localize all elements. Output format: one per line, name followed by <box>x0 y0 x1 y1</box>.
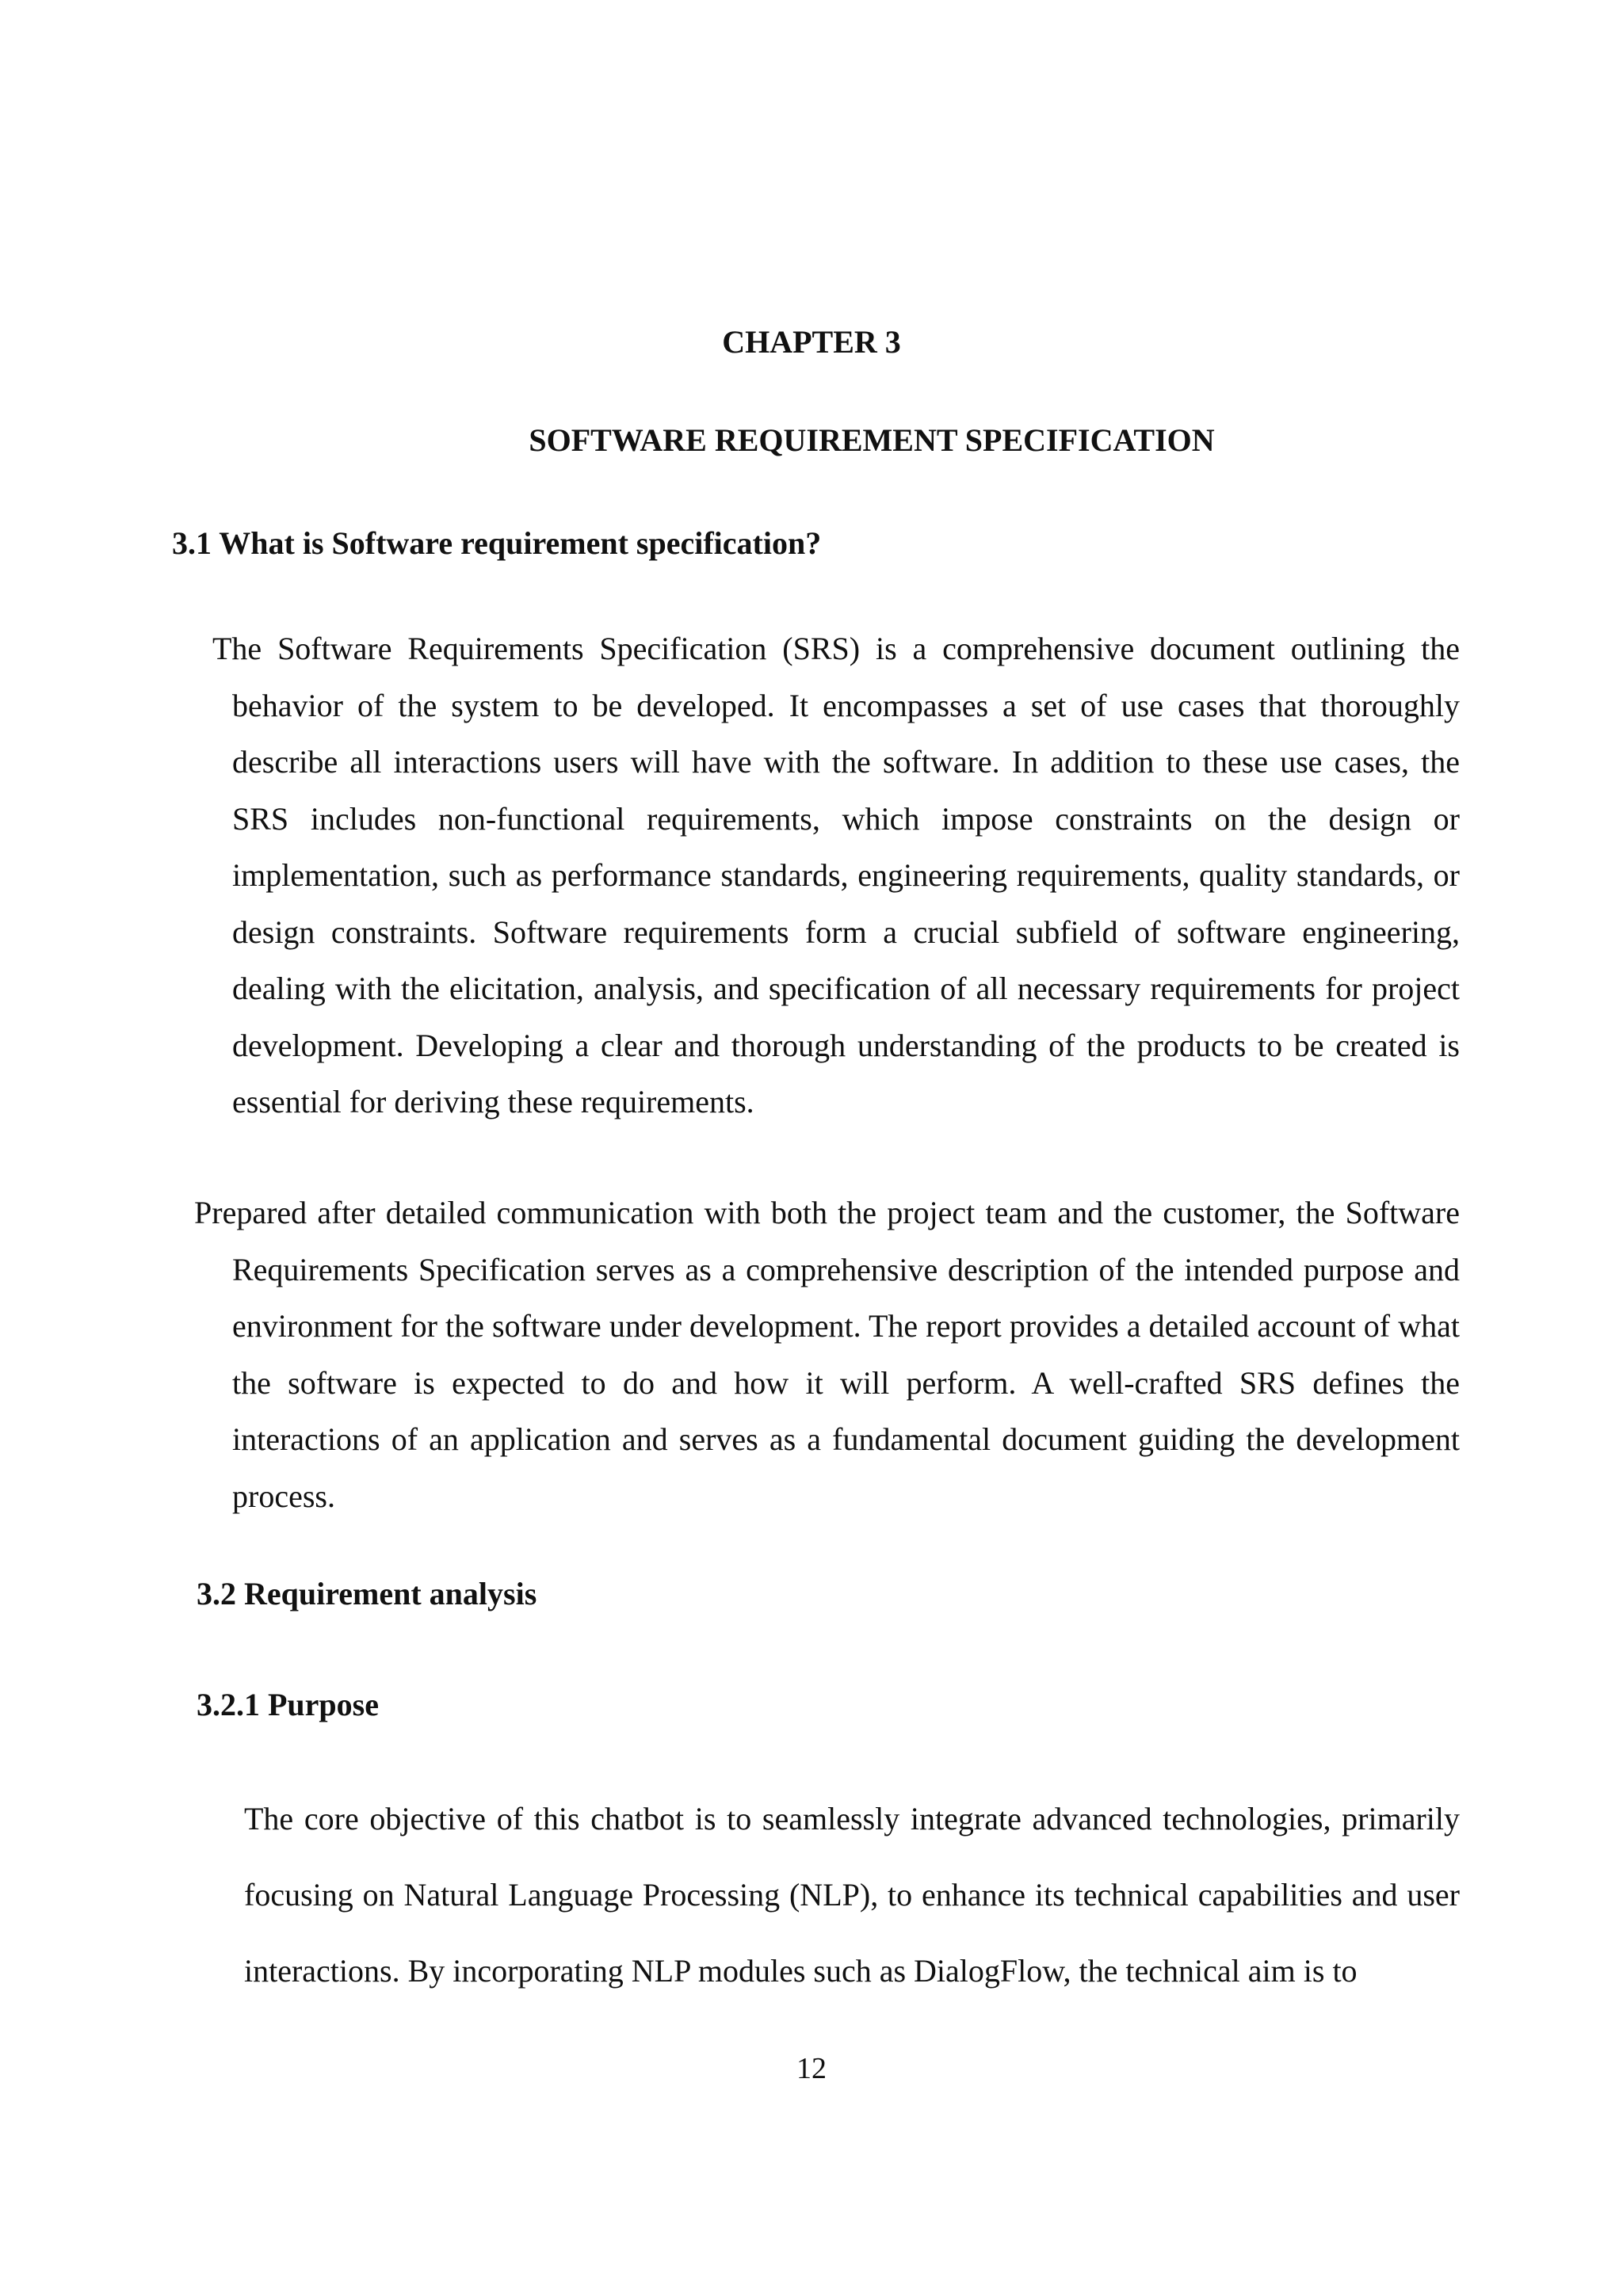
section-3-1-paragraph-1: The Software Requirements Specification (SRS) is a comprehensive document outlining the behavior of the system to be developed. It encompasses a set of use cases that thoroughly describe all interactions users will have with the software. In addition to these use cases, the SRS includes non-functional requirements, which impose constraints on the design or implementation, such as performance standards, engineering requirements, quality standards, or design constraints. Software requirements form a crucial subfield of software engineering, dealing with the elicitation, analysis, and specification of all necessary requirements for project development. Developing a clear and thorough understanding of the products to be created is essential for deriving these requirements. <box>212 631 1460 1119</box>
chapter-subtitle: SOFTWARE REQUIREMENT SPECIFICATION <box>529 422 1215 458</box>
chapter-title: CHAPTER 3 <box>722 324 901 360</box>
page-number: 12 <box>796 2052 827 2085</box>
section-3-1-paragraph-2: Prepared after detailed communication with both the project team and the customer, the Software Requirements Specification serves as a comprehensive description of the intended purpose and environment for the software under development. The report provides a detailed account of what the software is expected to do and how it will perform. A well-crafted SRS defines the interactions of an application and serves as a fundamental document guiding the development process. <box>194 1195 1460 1514</box>
section-heading-3-1: 3.1 What is Software requirement specification? <box>172 525 822 561</box>
section-3-2-1-paragraph-1: The core objective of this chatbot is to seamlessly integrate advanced technologies, primarily focusing on Natural Language Processing (NLP), to enhance its technical capabilities and user interactions. By incorporating NLP modules such as DialogFlow, the technical aim is to <box>244 1801 1460 1989</box>
section-heading-3-2-1: 3.2.1 Purpose <box>197 1687 379 1722</box>
section-heading-3-2: 3.2 Requirement analysis <box>197 1576 537 1611</box>
